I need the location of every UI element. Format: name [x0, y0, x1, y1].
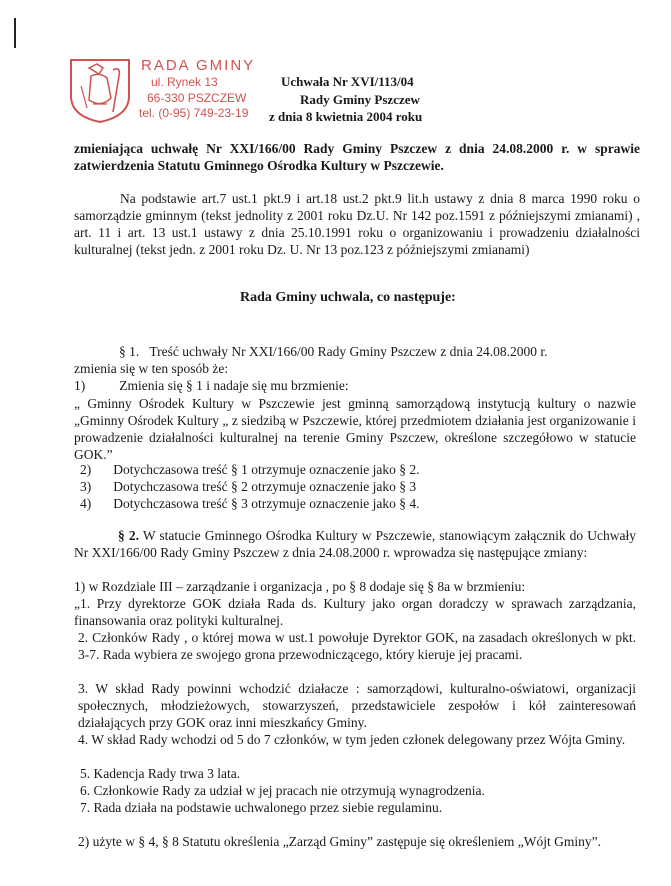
change-1: 1) w Rozdziale III – zarządzanie i organizacja , po § 8 dodaje się § 8a w brzmieniu: — [74, 579, 526, 594]
resolution-number: Uchwała Nr XVI/113/04 — [281, 74, 414, 89]
item-2: 2. Członków Rady , o której mowa w ust.1 powołuje Dyrektor GOK, na zasadach określonych w pkt. 3-7. Rada wybiera ze swojego grona przewodniczącego, który kieruje jej pracami. — [78, 630, 636, 662]
section-1-line1 — [119, 343, 547, 360]
legal-basis: Na podstawie art.7 ust.1 pkt.9 i art.18 ust.2 pkt.9 lit.h ustawy z dnia 8 marca 1990 roku o samorządzie gminnym (tekst jednolity z 2001 roku Dz.U. Nr 142 poz.1591 z późniejszymi zmianami) , art. 11 i art. 13 ust.1 ustawy z dnia 25.10.1991 roku o organizowaniu i prowadzeniu działalności kulturalnej (tekst jedn. z 2001 roku Dz. U. Nr 13 poz.123 z późniejszymi zmianami) — [74, 191, 640, 257]
point-number: 2) — [80, 462, 92, 477]
coat-of-arms-icon — [67, 56, 133, 124]
stamp-title: RADA GMINY — [141, 57, 256, 74]
stamp-phone: tel. (0-95) 749-23-19 — [139, 106, 249, 120]
section-1-point-2 — [80, 461, 420, 478]
item-6: 6. Członkowie Rady za udział w jej pracach nie otrzymują wynagrodzenia. — [80, 783, 485, 798]
section-2-intro — [74, 527, 636, 561]
item-3: 3. W skład Rady powinni wchodzić działacze : samorządowi, kulturalno-oświatowi, organizacji społecznych, młodzieżowych, stowarzyszeń, przedstawiciele zespołów i kół zainteresowań działających przy GOK oraz inni mieszkańcy Gminy. — [78, 681, 636, 730]
item-4: 4. W skład Rady wchodzi od 5 do 7 członków, w tym jeden członek delegowany przez Wójta Gminy. — [78, 732, 626, 747]
section-1-line2: zmienia się w ten sposób że: — [74, 361, 229, 376]
section-1-point-3 — [80, 478, 416, 495]
section-1-point-4 — [80, 495, 420, 512]
resolves-heading: Rada Gminy uchwala, co następuje: — [240, 290, 456, 305]
point-text: Dotychczasowa treść § 3 otrzymuje oznaczenie jako § 4. — [113, 496, 420, 511]
council-name: Rady Gminy Pszczew — [300, 92, 420, 107]
item-7: 7. Rada działa na podstawie uchwalonego przez siebie regulaminu. — [80, 800, 443, 815]
change-2: 2) użyte w § 4, § 8 Statutu określenia „Zarząd Gminy” zastępuje się określeniem „Wójt Gminy”. — [78, 834, 601, 849]
point-text: Dotychczasowa treść § 2 otrzymuje oznaczenie jako § 3 — [113, 479, 417, 494]
scan-edge-mark — [14, 18, 16, 48]
section-1-quote: „ Gminny Ośrodek Kultury w Pszczewie jest gminną samorządową instytucją kultury o nazwie „Gminny Ośrodek Kultury „ z siedzibą w Pszczewie, której przedmiotem działania jest organizowanie i prowadzenie działalności kulturalnej na terenie Gminy Pszczew, określone szczegółowo w statucie GOK.” — [74, 396, 636, 462]
section-1-mark: § 1. — [119, 344, 140, 359]
stamp-city: 66-330 PSZCZEW — [147, 91, 247, 105]
point-number: 4) — [80, 496, 92, 511]
stamp-street: ul. Rynek 13 — [151, 75, 218, 89]
council-stamp — [67, 56, 263, 124]
item-1: „1. Przy dyrektorze GOK działa Rada ds. Kultury jako organ doradczy w sprawach zarządzania, finansowania oraz polityki kulturalnej. — [74, 596, 636, 628]
point-text: Zmienia się § 1 i nadaje się mu brzmienie: — [119, 378, 349, 393]
point-text: Dotychczasowa treść § 1 otrzymuje oznaczenie jako § 2. — [113, 462, 420, 477]
section-2-intro-text: W statucie Gminnego Ośrodka Kultury w Pszczewie, stanowiącym załącznik do Uchwały Nr XXI/166/00 Rady Gminy Pszczew z dnia 24.08.2000 r. wprowadza się następujące zmiany: — [74, 528, 636, 560]
section-2-mark: § 2. — [118, 528, 139, 543]
resolution-date: z dnia 8 kwietnia 2004 roku — [269, 109, 423, 124]
resolution-subject: zmieniająca uchwałę Nr XXI/166/00 Rady Gminy Pszczew z dnia 24.08.2000 r. w sprawie zatwierdzenia Statutu Gminnego Ośrodka Kultury w Pszczewie. — [74, 141, 640, 173]
section-1-intro: Treść uchwały Nr XXI/166/00 Rady Gminy Pszczew z dnia 24.08.2000 r. — [149, 344, 548, 359]
point-number: 1) — [74, 378, 86, 393]
item-5: 5. Kadencja Rady trwa 3 lata. — [80, 766, 241, 781]
point-number: 3) — [80, 479, 92, 494]
section-1-point-1 — [74, 377, 349, 394]
